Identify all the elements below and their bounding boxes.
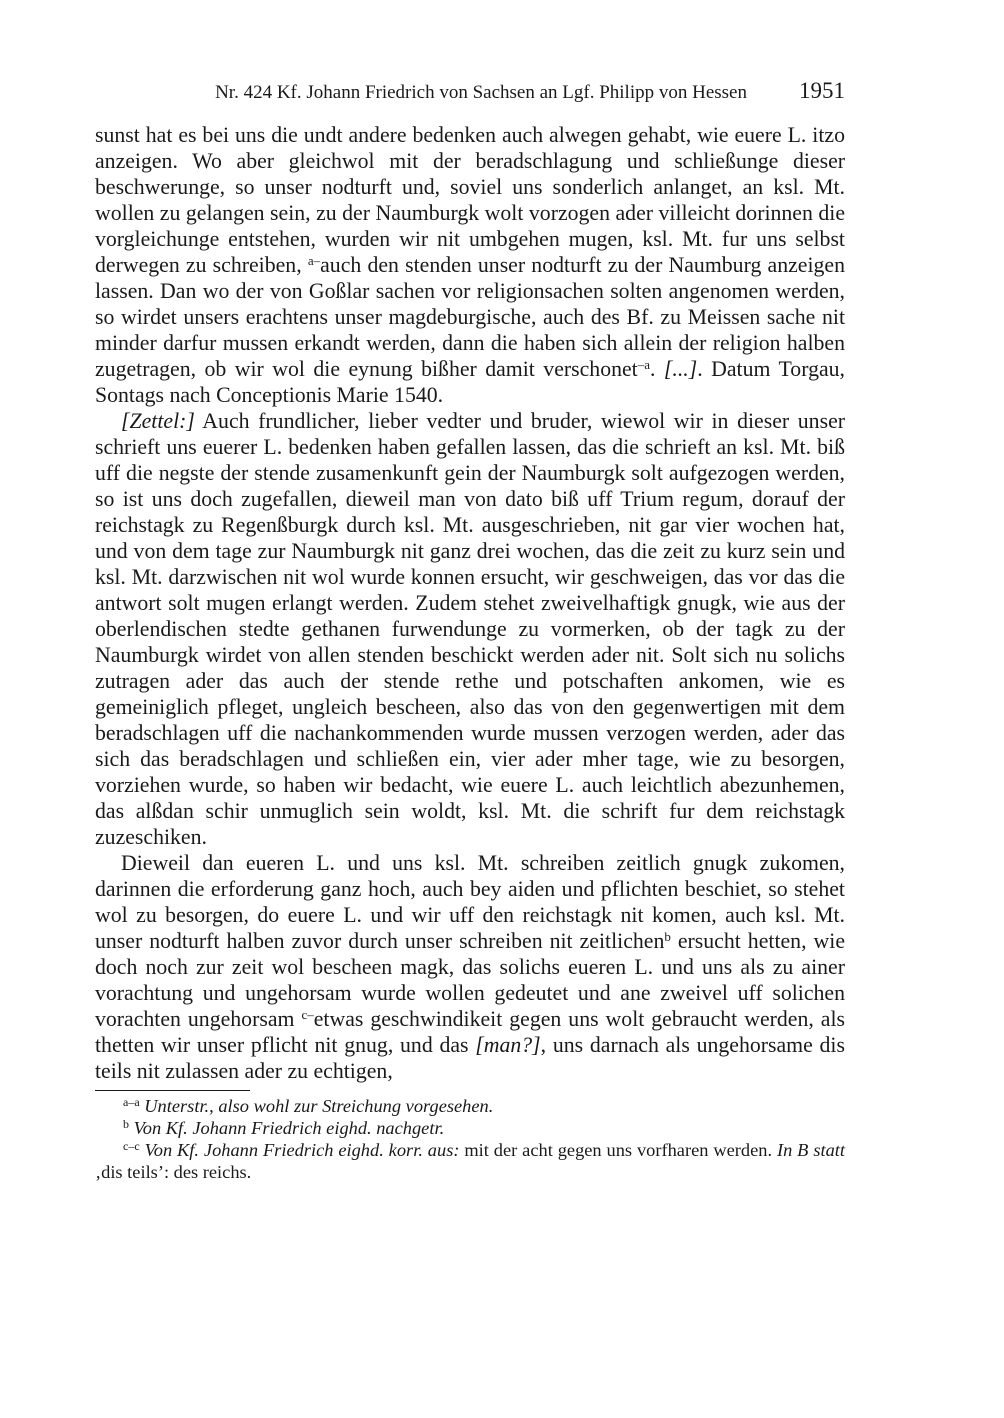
footnote-a-text: Unterstr., also wohl zur Streichung vorgesehen. [144,1096,494,1116]
footnote-mark-b: b [664,929,671,944]
paragraph-1-text-b: auch den stenden unser nodturft zu der Naumburg anzeigen lassen. Dan wo der von Goßlar sachen vor religionsachen solten angenomen werden, so wirdet unsers erachtens unser magdeburgische, auch des Bf. zu Meissen sache nit minder darfur mussen erkandt werden, dann die haben sich allein der religion halben zugetragen, ob wir wol die eynung bißher damit verschonet [95,253,845,381]
footnote-c-mark: c–c [123,1139,140,1153]
page-number: 1951 [799,78,845,103]
footnotes [95,1095,845,1183]
paragraph-3-text-a: Dieweil dan eueren L. und uns ksl. Mt. schreiben zeitlich gnugk zukomen, darinnen die erforderung ganz hoch, auch bey aiden und pflichten beschiet, so stehet wol zu besorgen, do euere L. und wir uff den reichstagk nit komen, auch ksl. Mt. unser nodturft halben zuvor durch unser schreiben nit zeitlichen [95,851,845,953]
paragraph-3 [95,850,845,1084]
footnote-a [95,1095,845,1117]
footnote-rule [95,1090,250,1091]
paragraph-3-text-c: etwas geschwindikeit gegen uns wolt gebraucht werden, als thetten wir unser pflicht nit gnug, und das [95,1007,845,1057]
paragraph-2 [95,408,845,850]
running-head [95,78,845,112]
footnote-mark-a-open: a– [307,253,321,268]
running-title: Nr. 424 Kf. Johann Friedrich von Sachsen an Lgf. Philipp von Hessen [215,82,747,103]
zettel-label: [Zettel:] [121,409,195,433]
document-page [95,78,845,1183]
footnote-c-text-b: mit der acht gegen uns vorfharen werden. [459,1140,777,1160]
paragraph-1 [95,122,845,408]
footnote-c-text-a: Von Kf. Johann Friedrich eighd. korr. aus: [144,1140,460,1160]
paragraph-1-text-d: . Datum Torgau, Sontags nach Conceptionis Marie 1540. [95,357,845,407]
footnote-b [95,1117,845,1139]
footnote-c [95,1139,845,1183]
footnote-mark-a-close: –a [637,357,650,372]
footnote-mark-c-open: c– [301,1007,314,1022]
paragraph-3-text-b: ersucht hetten, wie doch noch zur zeit wol bescheen magk, das solichs eueren L. und uns als zu ainer vorachtung und ungehorsam wurde wollen gedeutet und ane zweivel uff solichen vorachten ungehorsam [95,929,845,1031]
paragraph-1-text-c: . [650,357,664,381]
editorial-insertion: [man?] [475,1033,541,1057]
main-text [95,122,845,1084]
footnote-c-text-c: In B statt [776,1140,845,1160]
paragraph-3-text-d: , uns darnach als ungehorsame dis teils nit zulassen ader zu echtigen, [95,1033,845,1083]
paragraph-1-text-a: sunst hat es bei uns die undt andere bedenken auch alwegen gehabt, wie euere L. itzo anzeigen. Wo aber gleichwol mit der beradschlagung und schließunge dieser beschwerunge, so unser nodturft und, soviel uns sonderlich anlanget, an ksl. Mt. wollen zu gelangen sein, zu der Naumburgk wolt vorzogen ader villeicht dorinnen die vorgleichunge entstehen, wurden wir nit umbgehen mugen, ksl. Mt. fur uns selbst derwegen zu schreiben, [95,123,845,277]
footnote-b-mark: b [123,1117,129,1131]
omission-mark: [...] [663,357,698,381]
footnote-a-mark: a–a [123,1095,140,1109]
footnote-b-text: Von Kf. Johann Friedrich eighd. nachgetr. [133,1118,445,1138]
paragraph-2-text: Auch frundlicher, lieber vedter und bruder, wiewol wir in dieser unser schrieft uns euerer L. bedenken haben gefallen lassen, das die schrieft an ksl. Mt. biß uff die negste der stende zusamenkunft gein der Naumburgk solt aufgezogen werden, so ist uns doch zugefallen, dieweil man von dato biß uff Trium regum, dorauf der reichstagk zu Regenßburgk durch ksl. Mt. ausgeschrieben, nit gar vier wochen hat, und von dem tage zur Naumburgk nit ganz drei wochen, das die zeit zu kurz sein und ksl. Mt. darzwischen nit wol wurde konnen ersucht, wir geschweigen, das vor das die antwort solt mugen erlangt werden. Zudem stehet zweivelhaftigk gnugk, wie aus der oberlendischen stedte gethanen furwendunge zu vormerken, ob der tagk zu der Naumburgk wirdet von allen stenden beschickt werden ader nit. Solt sich nu solichs zutragen ader das auch der stende rethe und potschaften ankomen, wie es gemeiniglich pfleget, ungleich bescheen, also das von den gegenwertigen mit dem beradschlagen uff die nachankommenden wurde mussen verzogen werden, ader das sich das beradschlagen und schließen ein, vier ader mher tage, wie zu besorgen, vorziehen wurde, so haben wir bedacht, wie euere L. auch leichtlich abezunhemen, das alßdan schir unmuglich sein woldt, ksl. Mt. die schrift fur dem reichstagk zuzeschiken. [95,409,845,849]
footnote-c-text-d: ‚dis teils’: des reichs. [95,1162,252,1182]
